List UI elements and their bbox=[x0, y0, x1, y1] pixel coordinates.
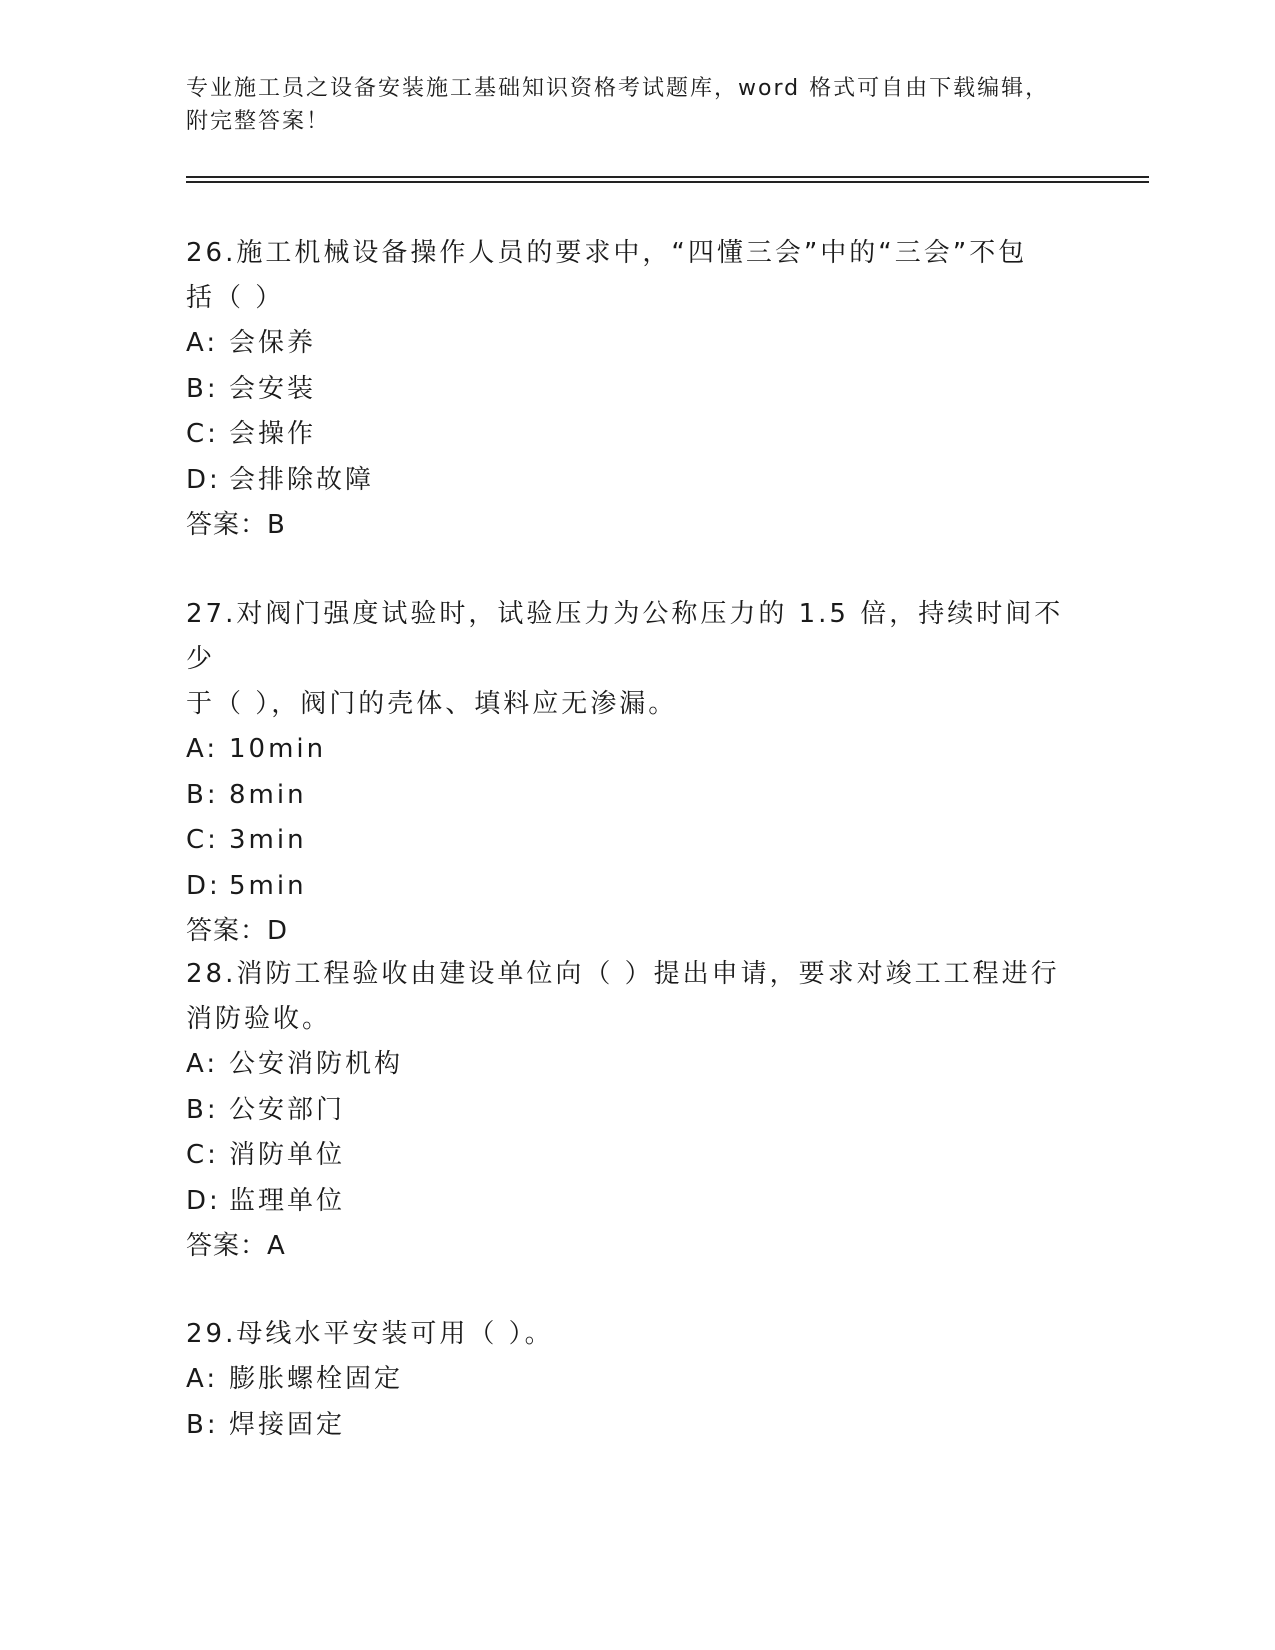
question-26 bbox=[186, 231, 1086, 548]
option-a bbox=[186, 727, 1086, 773]
document-header bbox=[186, 72, 1066, 138]
option-d bbox=[186, 1179, 1086, 1225]
option-text: 5min bbox=[229, 870, 307, 901]
question-stem-line-2: 消防验收。 bbox=[186, 1004, 332, 1034]
option-text: 公安部门 bbox=[229, 1094, 346, 1125]
question-stem-line-1: 26.施工机械设备操作人员的要求中，“四懂三会”中的“三会”不包 bbox=[186, 238, 1028, 268]
option-b bbox=[186, 367, 1086, 413]
option-b bbox=[186, 773, 1086, 819]
option-c bbox=[186, 1133, 1086, 1179]
option-text: 公安消防机构 bbox=[229, 1049, 404, 1079]
header-line-1: 专业施工员之设备安装施工基础知识资格考试题库，word 格式可自由下载编辑， bbox=[186, 76, 1050, 101]
option-a bbox=[186, 1042, 1086, 1088]
option-a bbox=[186, 1357, 1086, 1403]
answer bbox=[186, 909, 1086, 954]
header-divider-bottom bbox=[186, 181, 1149, 183]
option-text: 会保养 bbox=[229, 328, 317, 358]
question-stem-line-1: 29.母线水平安装可用（ ）。 bbox=[186, 1319, 554, 1349]
question-stem-line-2: 于（ ），阀门的壳体、填料应无渗漏。 bbox=[186, 689, 678, 719]
option-key: D: bbox=[186, 870, 221, 901]
option-a bbox=[186, 321, 1086, 367]
option-c bbox=[186, 412, 1086, 458]
option-key: A: bbox=[186, 1049, 219, 1079]
option-b bbox=[186, 1403, 1086, 1449]
option-key: B: bbox=[186, 779, 219, 810]
option-key: A: bbox=[186, 328, 219, 358]
option-d bbox=[186, 458, 1086, 504]
answer-value: B bbox=[267, 510, 286, 540]
option-key: C: bbox=[186, 419, 219, 449]
option-b bbox=[186, 1088, 1086, 1134]
option-key: B: bbox=[186, 373, 219, 404]
header-line-2: 附完整答案！ bbox=[186, 109, 331, 134]
option-d bbox=[186, 864, 1086, 910]
answer-value: A bbox=[267, 1231, 286, 1261]
option-key: A: bbox=[186, 734, 219, 764]
answer-label: 答案： bbox=[186, 510, 268, 540]
answer bbox=[186, 503, 1086, 548]
option-key: C: bbox=[186, 1140, 219, 1170]
answer bbox=[186, 1224, 1086, 1269]
option-key: B: bbox=[186, 1094, 219, 1125]
answer-value: D bbox=[267, 916, 289, 946]
question-27 bbox=[186, 592, 1086, 954]
option-text: 消防单位 bbox=[229, 1140, 346, 1170]
option-key: B: bbox=[186, 1409, 219, 1440]
question-stem-line-1: 27.对阀门强度试验时，试验压力为公称压力的 1.5 倍，持续时间不少 bbox=[186, 599, 1064, 674]
option-text: 10min bbox=[229, 734, 327, 764]
option-text: 会操作 bbox=[229, 419, 317, 449]
option-text: 膨胀螺栓固定 bbox=[229, 1364, 404, 1394]
option-key: D: bbox=[186, 1185, 221, 1216]
option-c bbox=[186, 818, 1086, 864]
option-text: 3min bbox=[229, 825, 307, 855]
header-divider-top bbox=[186, 176, 1149, 178]
question-28 bbox=[186, 952, 1086, 1269]
question-29 bbox=[186, 1312, 1086, 1448]
answer-label: 答案： bbox=[186, 916, 268, 946]
question-stem-line-1: 28.消防工程验收由建设单位向（ ）提出申请，要求对竣工工程进行 bbox=[186, 959, 1060, 989]
option-text: 会排除故障 bbox=[229, 464, 375, 495]
option-text: 焊接固定 bbox=[229, 1409, 346, 1440]
option-key: C: bbox=[186, 825, 219, 855]
option-key: D: bbox=[186, 464, 221, 495]
answer-label: 答案： bbox=[186, 1231, 268, 1261]
question-stem-line-2: 括（ ） bbox=[186, 283, 285, 313]
option-text: 会安装 bbox=[229, 373, 317, 404]
option-key: A: bbox=[186, 1364, 219, 1394]
option-text: 监理单位 bbox=[229, 1185, 346, 1216]
option-text: 8min bbox=[229, 779, 307, 810]
